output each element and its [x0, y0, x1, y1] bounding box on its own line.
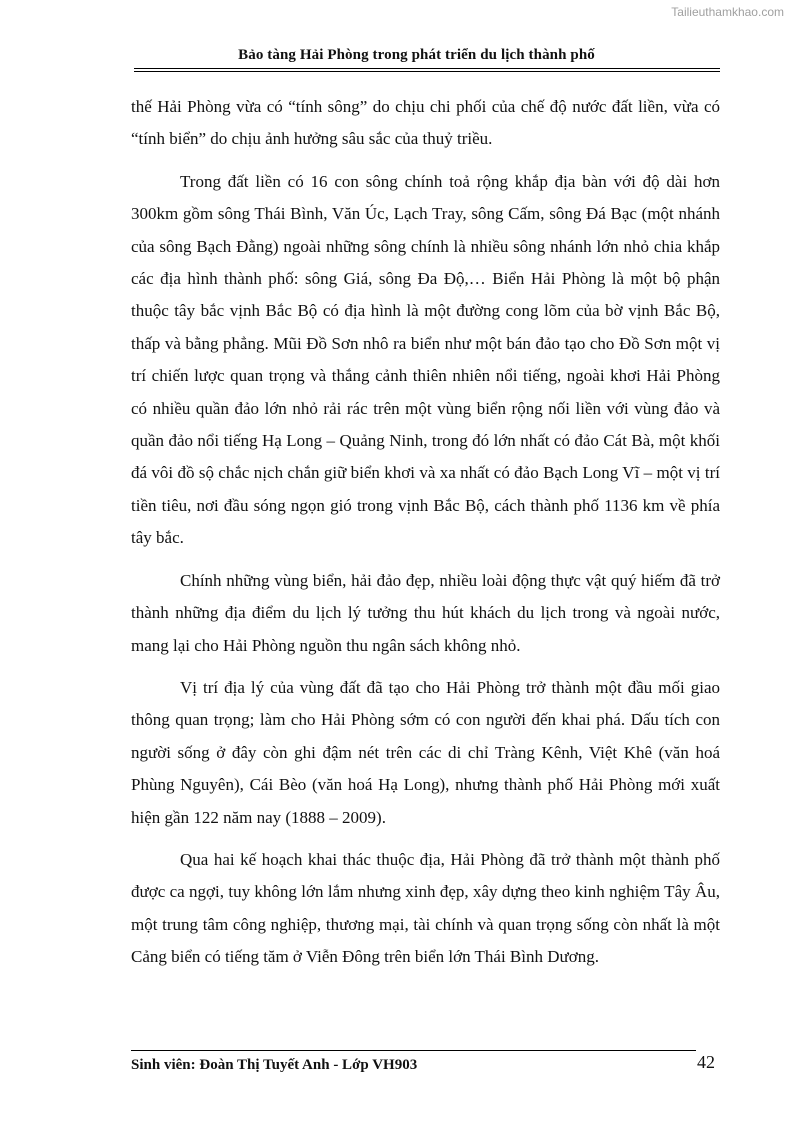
paragraph: Vị trí địa lý của vùng đất đã tạo cho Hải Phòng trở thành một đầu mối giao thông quan trọng; làm cho Hải Phòng sớm có con người đến khai phá. Dấu tích con người sống ở đây còn ghi đậm nét trên các di chỉ Tràng Kênh, Việt Khê (văn hoá Phùng Nguyên), Cái Bèo (văn hoá Hạ Long), nhưng thành phố Hải Phòng mới xuất hiện gần 122 năm nay (1888 – 2009). — [131, 677, 720, 827]
page-number: 42 — [697, 1052, 715, 1072]
paragraph: Trong đất liền có 16 con sông chính toả rộng khắp địa bàn với độ dài hơn 300km gồm sông Thái Bình, Văn Úc, Lạch Tray, sông Cấm, sông Đá Bạc (một nhánh của sông Bạch Đằng) ngoài những sông chính là nhiều sông nhánh lớn nhỏ chia khắp các địa hình thành phố: sông Giá, sông Đa Độ,… Biển Hải Phòng là một bộ phận thuộc tây bắc vịnh Bắc Bộ có địa hình là một đường cong lõm của bờ vịnh Bắc Bộ, thấp và bằng phẳng. Mũi Đồ Sơn nhô ra biển như một bán đảo tạo cho Đồ Sơn một vị trí chiến lược quan trọng và thắng cảnh thiên nhiên nổi tiếng, ngoài khơi Hải Phòng có nhiều quần đảo lớn nhỏ rải rác trên một vùng biển rộng nối liền với vùng đảo và quần đảo nổi tiếng Hạ Long – Quảng Ninh, trong đó lớn nhất có đảo Cát Bà, một khối đá vôi đồ sộ chắc nịch chắn giữ biển khơi và xa nhất có đảo Bạch Long Vĩ – một vị trí tiền tiêu, nơi đầu sóng ngọn gió trong vịnh Bắc Bộ, cách thành phố 1136 km về phía tây bắc. — [131, 171, 720, 548]
running-header-title: Bảo tàng Hải Phòng trong phát triển du lịch thành phố — [238, 47, 595, 63]
footer-divider — [131, 1050, 696, 1051]
paragraph: Qua hai kế hoạch khai thác thuộc địa, Hải Phòng đã trở thành một thành phố được ca ngợi, tuy không lớn lắm nhưng xinh đẹp, xây dựng theo kinh nghiệm Tây Âu, một trung tâm công nghiệp, thương mại, tài chính và quan trọng sống còn nhất là một Cảng biển có tiếng tăm ở Viễn Đông trên biển lớn Thái Bình Dương. — [131, 849, 720, 967]
paragraph-continued: thế Hải Phòng vừa có “tính sông” do chịu chi phối của chế độ nước đất liền, vừa có “tính biển” do chịu ảnh hưởng sâu sắc của thuỷ triều. — [131, 97, 720, 149]
header-divider — [134, 68, 720, 72]
footer-author: Sinh viên: Đoàn Thị Tuyết Anh - Lớp VH903 — [131, 1057, 418, 1073]
watermark: Tailieuthamkhao.com — [671, 5, 784, 19]
paragraph: Chính những vùng biển, hải đảo đẹp, nhiều loài động thực vật quý hiếm đã trở thành những địa điểm du lịch lý tưởng thu hút khách du lịch trong và ngoài nước, mang lại cho Hải Phòng nguồn thu ngân sách không nhỏ. — [131, 570, 720, 655]
document-body — [131, 91, 720, 984]
